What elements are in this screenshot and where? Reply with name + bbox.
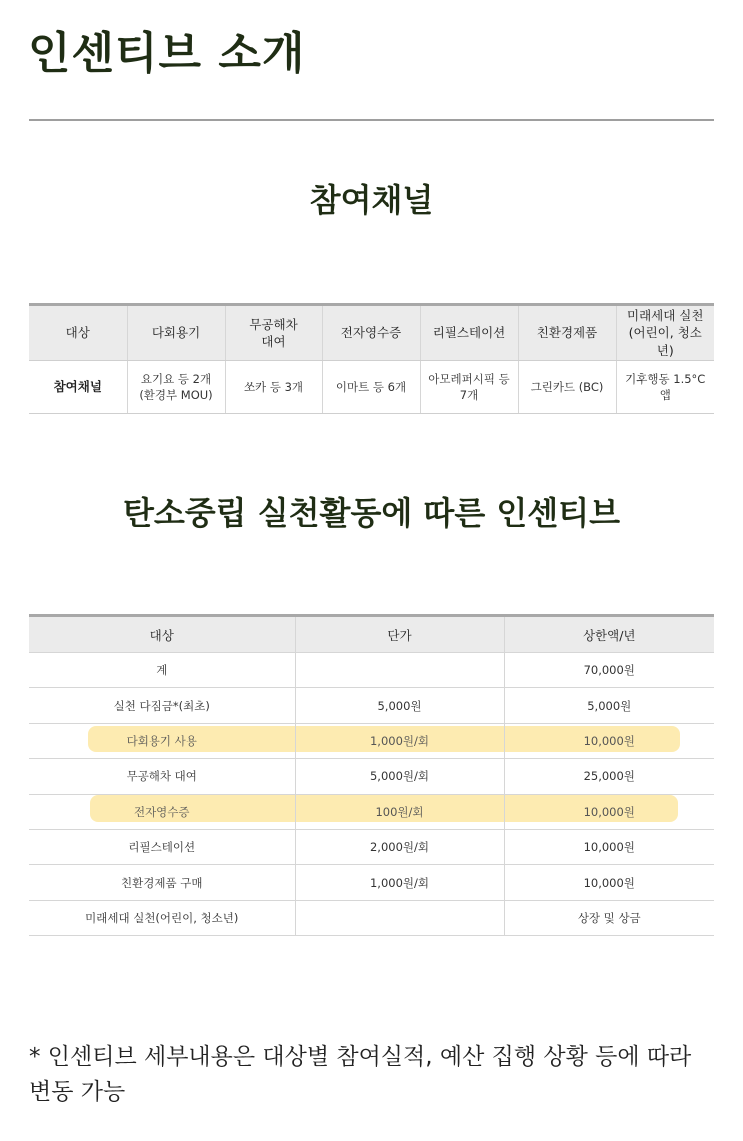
channel-header-zero-emission-rental-text: 무공해차 대여 — [249, 316, 298, 349]
page-title: 인센티브 소개 — [28, 28, 306, 79]
channel-header-eco-product: 친환경제품 — [518, 305, 616, 361]
channel-header-future-generation-text: 미래세대 실천 (어린이, 청소년) — [627, 307, 704, 358]
incentive-annual-limit: 상장 및 상금 — [504, 900, 714, 935]
channel-cell-text: 아모레퍼시픽 등 7개 — [428, 371, 510, 402]
incentive-header-annual-limit: 상한액/년 — [504, 616, 714, 653]
incentive-row — [29, 865, 714, 900]
incentive-annual-limit: 70,000원 — [504, 653, 714, 688]
incentive-target: 미래세대 실천(어린이, 청소년) — [29, 900, 295, 935]
channel-cell-text: 요기요 등 2개 (환경부 MOU) — [139, 371, 213, 402]
incentive-annual-limit: 10,000원 — [504, 723, 714, 758]
channel-header-zero-emission-rental — [225, 305, 322, 361]
incentive-unit-price: 2,000원/회 — [295, 829, 504, 864]
incentive-header-target: 대상 — [29, 616, 295, 653]
channel-cell — [420, 361, 518, 414]
incentive-target: 계 — [29, 653, 295, 688]
footnote: * 인센티브 세부내용은 대상별 참여실적, 예산 집행 상황 등에 따라 변동 가능 — [29, 1044, 692, 1105]
channel-table-header-row — [29, 305, 714, 361]
incentive-unit-price: 5,000원 — [295, 688, 504, 723]
channel-header-future-generation — [616, 305, 714, 361]
incentive-target: 실천 다짐금*(최초) — [29, 688, 295, 723]
incentive-annual-limit: 25,000원 — [504, 759, 714, 794]
incentive-target: 무공해차 대여 — [29, 759, 295, 794]
incentive-row — [29, 688, 714, 723]
incentive-row — [29, 653, 714, 688]
incentive-row-highlighted — [29, 794, 714, 829]
incentive-target: 전자영수증 — [29, 794, 295, 829]
incentive-annual-limit: 10,000원 — [504, 829, 714, 864]
channel-cell — [127, 361, 225, 414]
incentive-target: 친환경제품 구매 — [29, 865, 295, 900]
incentive-unit-price — [295, 653, 504, 688]
channel-row-label: 참여채널 — [29, 361, 127, 414]
channel-cell: 쏘카 등 3개 — [225, 361, 322, 414]
channel-header-target: 대상 — [29, 305, 127, 361]
incentive-row-highlighted — [29, 723, 714, 758]
incentive-target: 다회용기 사용 — [29, 723, 295, 758]
incentive-unit-price: 1,000원/회 — [295, 723, 504, 758]
channel-table-row — [29, 361, 714, 414]
incentive-unit-price — [295, 900, 504, 935]
channel-cell: 그린카드 (BC) — [518, 361, 616, 414]
incentive-row — [29, 759, 714, 794]
channel-cell: 기후행동 1.5°C앱 — [616, 361, 714, 414]
incentive-annual-limit: 10,000원 — [504, 865, 714, 900]
incentive-target: 리필스테이션 — [29, 829, 295, 864]
incentive-unit-price: 100원/회 — [295, 794, 504, 829]
incentive-row — [29, 900, 714, 935]
incentive-unit-price: 1,000원/회 — [295, 865, 504, 900]
incentive-row — [29, 829, 714, 864]
incentive-table — [29, 614, 714, 936]
channel-header-e-receipt: 전자영수증 — [322, 305, 420, 361]
channel-cell: 이마트 등 6개 — [322, 361, 420, 414]
channel-header-reusable-container: 다회용기 — [127, 305, 225, 361]
channel-header-refill-station: 리필스테이션 — [420, 305, 518, 361]
incentive-table-header-row — [29, 616, 714, 653]
incentive-unit-price: 5,000원/회 — [295, 759, 504, 794]
incentive-section-heading: 탄소중립 실천활동에 따른 인센티브 — [122, 494, 621, 532]
incentive-header-unit-price: 단가 — [295, 616, 504, 653]
channel-section-heading: 참여채널 — [309, 181, 434, 219]
channel-table — [29, 303, 714, 414]
title-divider — [29, 119, 714, 121]
incentive-annual-limit: 5,000원 — [504, 688, 714, 723]
incentive-annual-limit: 10,000원 — [504, 794, 714, 829]
